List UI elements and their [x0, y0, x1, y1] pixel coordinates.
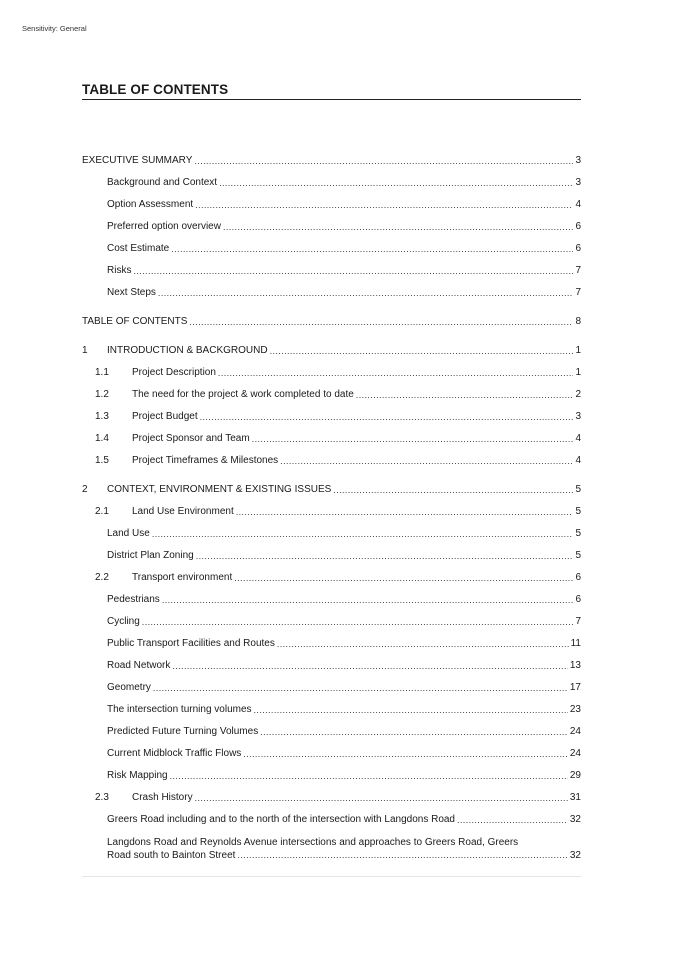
- dot-leader: [142, 616, 574, 628]
- table-of-contents: [82, 150, 581, 866]
- toc-entry[interactable]: [82, 194, 581, 216]
- toc-entry-page: 32: [569, 814, 581, 825]
- toc-entry-title: INTRODUCTION & BACKGROUND: [107, 345, 268, 356]
- toc-entry-title: Cycling: [107, 616, 140, 627]
- toc-entry-title: Background and Context: [107, 177, 218, 188]
- toc-entry[interactable]: [82, 809, 581, 831]
- toc-entry[interactable]: [82, 611, 581, 633]
- toc-entry-page: 24: [569, 748, 581, 759]
- toc-entry-title-line2: Road south to Bainton Street: [107, 850, 236, 861]
- dot-leader: [270, 345, 574, 357]
- toc-entry-title: Project Sponsor and Team: [132, 433, 250, 444]
- toc-entry-title: Land Use: [107, 528, 150, 539]
- toc-entry-page: 6: [575, 221, 581, 232]
- toc-entry-number: 2.2: [95, 572, 109, 583]
- toc-entry-page: 3: [575, 155, 581, 166]
- toc-entry-title: TABLE OF CONTENTS: [82, 316, 188, 327]
- toc-entry[interactable]: [82, 311, 581, 333]
- dot-leader: [277, 638, 569, 650]
- toc-entry-page: 4: [575, 455, 581, 466]
- toc-entry-page: 4: [575, 433, 581, 444]
- dot-leader: [260, 726, 568, 738]
- toc-entry-page: 6: [575, 243, 581, 254]
- toc-entry-title: Project Budget: [132, 411, 198, 422]
- dot-leader: [218, 367, 574, 379]
- toc-entry[interactable]: [82, 282, 581, 304]
- toc-entry-title: Transport environment: [132, 572, 233, 583]
- dot-leader: [170, 770, 568, 782]
- toc-entry[interactable]: [82, 765, 581, 787]
- toc-entry-number: 1: [82, 345, 88, 356]
- toc-entry-page: 23: [569, 704, 581, 715]
- toc-entry-title: Cost Estimate: [107, 243, 170, 254]
- toc-entry-title: The intersection turning volumes: [107, 704, 252, 715]
- dot-leader: [254, 704, 568, 716]
- toc-entry-title: Road Network: [107, 660, 171, 671]
- toc-entry-number: 1.1: [95, 367, 109, 378]
- toc-entry-page: 8: [575, 316, 581, 327]
- toc-entry[interactable]: [82, 545, 581, 567]
- dot-leader: [153, 682, 568, 694]
- toc-entry[interactable]: [82, 567, 581, 589]
- dot-leader: [158, 287, 574, 299]
- toc-entry-page: 11: [570, 638, 581, 649]
- toc-entry-page: 7: [575, 265, 581, 276]
- toc-entry[interactable]: [82, 428, 581, 450]
- dot-leader: [152, 528, 574, 540]
- toc-entry[interactable]: [82, 406, 581, 428]
- dot-leader: [196, 550, 574, 562]
- dot-leader: [195, 199, 573, 211]
- toc-entry-title: Risks: [107, 265, 132, 276]
- dot-leader: [237, 849, 567, 862]
- toc-entry[interactable]: [82, 216, 581, 238]
- dot-leader: [234, 572, 573, 584]
- dot-leader: [356, 389, 574, 401]
- dot-leader: [280, 455, 573, 467]
- toc-entry-title-line1: Langdons Road and Reynolds Avenue intersections and approaches to Greers Road, Greers: [107, 837, 519, 848]
- dot-leader: [236, 506, 574, 518]
- toc-entry-title: Crash History: [132, 792, 193, 803]
- toc-entry[interactable]: [82, 260, 581, 282]
- toc-entry-number: 1.2: [95, 389, 109, 400]
- dot-leader: [195, 792, 568, 804]
- dot-leader: [243, 748, 568, 760]
- toc-entry-page: 6: [575, 594, 581, 605]
- toc-entry[interactable]: [82, 450, 581, 472]
- toc-entry-title: Pedestrians: [107, 594, 160, 605]
- toc-entry-page: 32: [569, 850, 581, 861]
- toc-entry-title: Next Steps: [107, 287, 156, 298]
- toc-entry-title: Project Timeframes & Milestones: [132, 455, 279, 466]
- toc-entry-title: Project Description: [132, 367, 216, 378]
- page-divider: [82, 876, 581, 877]
- toc-entry-title: EXECUTIVE SUMMARY: [82, 155, 193, 166]
- toc-entry[interactable]: [82, 589, 581, 611]
- toc-entry-page: 7: [575, 287, 581, 298]
- toc-entry[interactable]: [82, 699, 581, 721]
- toc-entry[interactable]: [82, 787, 581, 809]
- dot-leader: [162, 594, 574, 606]
- toc-entry[interactable]: [82, 677, 581, 699]
- toc-entry-number: 2.3: [95, 792, 109, 803]
- toc-entry-number: 1.3: [95, 411, 109, 422]
- toc-entry-title: District Plan Zoning: [107, 550, 194, 561]
- toc-entry-page: 13: [569, 660, 581, 671]
- page-title: TABLE OF CONTENTS: [82, 82, 581, 100]
- toc-entry-title: Greers Road including and to the north of the intersection with Langdons Road: [107, 814, 455, 825]
- toc-entry[interactable]: [82, 340, 581, 362]
- toc-entry-page: 3: [575, 177, 581, 188]
- toc-entry-title: Geometry: [107, 682, 151, 693]
- toc-entry-page: 29: [569, 770, 581, 781]
- toc-entry-page: 3: [575, 411, 581, 422]
- toc-entry-page: 5: [575, 550, 581, 561]
- toc-entry[interactable]: [82, 655, 581, 677]
- toc-entry-page: 2: [575, 389, 581, 400]
- toc-entry-number: 2: [82, 484, 88, 495]
- dot-leader: [219, 177, 573, 189]
- toc-entry-page: 17: [569, 682, 581, 693]
- toc-entry-title: Predicted Future Turning Volumes: [107, 726, 259, 737]
- toc-entry[interactable]: [82, 523, 581, 545]
- sensitivity-label: Sensitivity: General: [22, 24, 87, 33]
- dot-leader: [333, 484, 573, 496]
- toc-entry[interactable]: [82, 479, 581, 501]
- toc-entry-page: 24: [569, 726, 581, 737]
- toc-entry-number: 1.5: [95, 455, 109, 466]
- dot-leader: [252, 433, 574, 445]
- dot-leader: [171, 243, 573, 255]
- toc-entry[interactable]: [82, 172, 581, 194]
- toc-entry-page: 5: [575, 484, 581, 495]
- toc-entry-page: 4: [575, 199, 581, 210]
- toc-entry[interactable]: [82, 743, 581, 765]
- toc-entry[interactable]: [82, 831, 581, 866]
- dot-leader: [223, 221, 573, 233]
- toc-entry[interactable]: [82, 721, 581, 743]
- toc-entry[interactable]: [82, 384, 581, 406]
- toc-entry[interactable]: [82, 238, 581, 260]
- toc-entry-page: 31: [569, 792, 581, 803]
- toc-entry-page: 1: [575, 345, 581, 356]
- toc-entry-number: 2.1: [95, 506, 109, 517]
- toc-entry-title: CONTEXT, ENVIRONMENT & EXISTING ISSUES: [107, 484, 332, 495]
- toc-entry-title: Preferred option overview: [107, 221, 221, 232]
- toc-entry-page: 6: [575, 572, 581, 583]
- toc-entry-page: 1: [575, 367, 581, 378]
- toc-entry-page: 5: [575, 506, 581, 517]
- toc-entry-title: Option Assessment: [107, 199, 194, 210]
- dot-leader: [172, 660, 568, 672]
- dot-leader: [457, 814, 568, 826]
- toc-entry[interactable]: [82, 362, 581, 384]
- dot-leader: [133, 265, 573, 277]
- toc-entry-number: 1.4: [95, 433, 109, 444]
- dot-leader: [194, 155, 573, 167]
- toc-entry[interactable]: [82, 150, 581, 172]
- toc-entry[interactable]: [82, 501, 581, 523]
- toc-entry-page: 5: [575, 528, 581, 539]
- dot-leader: [189, 316, 573, 328]
- toc-entry-title: Public Transport Facilities and Routes: [107, 638, 275, 649]
- toc-entry-page: 7: [575, 616, 581, 627]
- toc-entry-title: Risk Mapping: [107, 770, 168, 781]
- toc-entry[interactable]: [82, 633, 581, 655]
- toc-entry-title: Land Use Environment: [132, 506, 234, 517]
- dot-leader: [200, 411, 574, 423]
- toc-entry-title: The need for the project & work completed to date: [132, 389, 354, 400]
- toc-entry-title: Current Midblock Traffic Flows: [107, 748, 242, 759]
